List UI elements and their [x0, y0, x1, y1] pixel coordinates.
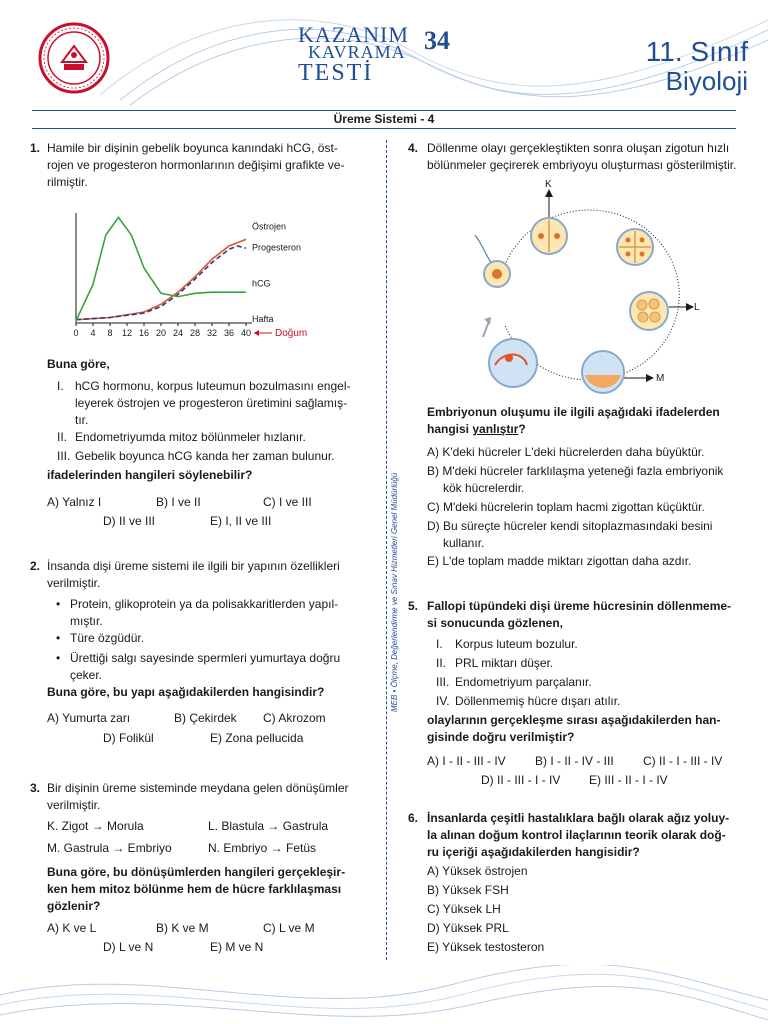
- chart-series-line-progesteron: [76, 246, 246, 320]
- q1-item-1-num: I.: [57, 379, 64, 393]
- q2-option-b[interactable]: B) Çekirdek: [174, 711, 237, 725]
- q3-transform-k: K. Zigot → Morula: [47, 819, 144, 833]
- chart-x-tick-label: 40: [240, 328, 252, 338]
- q4-stem: [427, 140, 757, 174]
- q5-option-b[interactable]: B) I - II - IV - III: [535, 754, 614, 768]
- q4-option-c[interactable]: C) M'deki hücrelerin toplam hacmi zigottan küçüktür.: [427, 500, 705, 514]
- q6-option-b[interactable]: B) Yüksek FSH: [427, 883, 509, 897]
- q1-option-d[interactable]: D) II ve III: [103, 514, 156, 528]
- zygote-cell: [484, 261, 510, 287]
- q1-item-1: [75, 378, 375, 429]
- q5-question-line-1: olaylarının gerçekleşme sırası aşağıdakilerden han-: [427, 713, 721, 727]
- q2-bullet-3: [70, 650, 370, 684]
- cell-stage-l: [630, 292, 694, 330]
- chart-annotation-label: Doğum: [275, 328, 308, 339]
- chart-x-tick-label: 36: [223, 328, 235, 338]
- q5-item-3: Endometriyum parçalanır.: [455, 675, 592, 689]
- diagram-label-l: L: [694, 302, 700, 313]
- q4-question-line-1: Embriyonun oluşumu ile ilgili aşağıdaki ifadelerden: [427, 405, 720, 419]
- chart-x-tick-label: 20: [155, 328, 167, 338]
- chart-x-tick-label: 16: [138, 328, 150, 338]
- q1-option-b[interactable]: B) I ve II: [156, 495, 201, 509]
- q3-number: 3.: [30, 781, 41, 795]
- q4-question-emphasis: yanlıştır: [472, 422, 519, 436]
- q1-item-1-line-2: leyerek östrojen ve progesteron üretimini sağlamış-: [75, 396, 348, 410]
- column-divider: [386, 140, 387, 960]
- q3-option-b[interactable]: B) K ve M: [156, 921, 209, 935]
- q5-option-a[interactable]: A) I - II - III - IV: [427, 754, 506, 768]
- q6-option-d[interactable]: D) Yüksek PRL: [427, 921, 509, 935]
- chart-x-tick-label: 24: [172, 328, 184, 338]
- q4-question-part-c: ?: [518, 422, 526, 436]
- q2-option-e[interactable]: E) Zona pellucida: [210, 731, 304, 745]
- q1-text-line-3: rilmiştir.: [47, 175, 88, 189]
- q3-transform-n: N. Embriyo → Fetüs: [208, 841, 317, 855]
- q6-text-line-1: İnsanlarda çeşitli hastalıklara bağlı olarak ağız yoluy-: [427, 811, 730, 825]
- q2-text-line-1: İnsanda dişi üreme sistemi ile ilgili bir yapının özellikleri: [47, 559, 340, 573]
- q2-bullet-3-dot: •: [56, 651, 61, 665]
- q5-option-c[interactable]: C) II - I - III - IV: [643, 754, 723, 768]
- sidebar-credit: MEB • Ölçme, Değerlendirme ve Sınav Hizmetleri Genel Müdürlüğü: [390, 472, 399, 712]
- chart-x-tick-label: 0: [73, 328, 79, 338]
- q5-question-line-2: gisinde doğru verilmiştir?: [427, 730, 575, 744]
- q2-bullet-3-line-1: Ürettiği salgı sayesinde spermleri yumurtaya doğru: [70, 651, 341, 665]
- q6-option-c[interactable]: C) Yüksek LH: [427, 902, 501, 916]
- q2-bullet-1: [70, 596, 370, 630]
- q5-item-1: Korpus luteum bozulur.: [455, 637, 578, 651]
- test-number: 34: [424, 26, 450, 55]
- q5-item-3-num: III.: [436, 675, 450, 689]
- q5-item-4-num: IV.: [436, 694, 450, 708]
- q3-transform-m: M. Gastrula → Embriyo: [47, 841, 172, 855]
- cell-stage-k: [531, 189, 567, 254]
- q2-option-a[interactable]: A) Yumurta zarı: [47, 711, 131, 725]
- chart-x-tick-label: 12: [121, 328, 133, 338]
- q4-option-b-line-1: B) M'deki hücreler farklılaşma yeteneği fazla embriyonik: [427, 464, 724, 478]
- chart-x-tick-label: 32: [206, 328, 218, 338]
- section-title: Üreme Sistemi - 4: [333, 112, 435, 126]
- section-rule-top: [32, 110, 736, 111]
- chart-x-tick-label: 8: [107, 328, 113, 338]
- q2-number: 2.: [30, 559, 41, 573]
- q1-text-line-1: Hamile bir dişinin gebelik boyunca kanındaki hCG, öst-: [47, 141, 338, 155]
- q6-option-a[interactable]: A) Yüksek östrojen: [427, 864, 528, 878]
- brand-line-2: KAVRAMA: [308, 42, 406, 62]
- cell-stage-m: [582, 351, 654, 393]
- q2-bullet-2-dot: •: [56, 631, 61, 645]
- q3-question-line-3: gözlenir?: [47, 899, 101, 913]
- q5-item-2: PRL miktarı düşer.: [455, 656, 554, 670]
- q3-text-line-2: verilmiştir.: [47, 798, 101, 812]
- q1-option-a[interactable]: A) Yalnız I: [47, 495, 102, 509]
- q2-bullet-1-line-1: Protein, glikoprotein ya da polisakkaritlerden yapıl-: [70, 597, 339, 611]
- q5-text-line-1: Fallopi tüpündeki dişi üreme hücresinin döllenmeme-: [427, 599, 732, 613]
- chart-x-tick-label: 28: [189, 328, 201, 338]
- q3-question: [47, 864, 372, 915]
- q4-option-b-line-2: kök hücrelerdir.: [443, 481, 525, 495]
- brand-line-1: KAZANIM: [298, 22, 409, 47]
- q5-option-d[interactable]: D) II - III - I - IV: [481, 773, 561, 787]
- q5-item-4: Döllenmemiş hücre dışarı atılır.: [455, 694, 621, 708]
- q5-question: [427, 712, 757, 746]
- q5-text-line-2: si sonucunda gözlenen,: [427, 616, 564, 630]
- q2-stem: [47, 558, 372, 592]
- q1-option-e[interactable]: E) I, II ve III: [210, 514, 272, 528]
- q2-bullet-3-line-2: çeker.: [70, 668, 103, 682]
- q4-option-b[interactable]: [427, 463, 757, 497]
- footer-decoration: [0, 965, 768, 1024]
- diagram-label-k: K: [545, 179, 552, 190]
- q4-option-a[interactable]: A) K'deki hücreler L'deki hücrelerden daha büyüktür.: [427, 445, 705, 459]
- brand-title: [298, 22, 458, 92]
- q3-text-line-1: Bir dişinin üreme sisteminde meydana gelen dönüşümler: [47, 781, 349, 795]
- q3-stem: [47, 780, 372, 814]
- q3-transform-l: L. Blastula → Gastrula: [208, 819, 329, 833]
- q4-text-line-2: bölünmeler geçirerek embriyoyu oluşturması gösterilmiştir.: [427, 158, 737, 172]
- q3-question-line-2: ken hem mitoz bölünme hem de hücre farklılaşması: [47, 882, 342, 896]
- q3-option-e[interactable]: E) M ve N: [210, 940, 264, 954]
- q3-option-d[interactable]: D) L ve N: [103, 940, 154, 954]
- chart-series-label: hCG: [252, 278, 271, 289]
- q2-bullet-1-line-2: mıştır.: [70, 614, 103, 628]
- q3-option-c[interactable]: C) L ve M: [263, 921, 315, 935]
- q4-option-d[interactable]: [427, 518, 757, 552]
- chart-series-label: Progesteron: [252, 242, 302, 253]
- q4-option-d-line-2: kullanır.: [443, 536, 485, 550]
- hormone-chart: [60, 205, 340, 345]
- q4-question: [427, 404, 757, 438]
- chart-series-line-hcg: [76, 217, 246, 320]
- brand-line-3: TESTİ: [298, 60, 374, 86]
- q1-item-2: Endometriyumda mitoz bölünmeler hızlanır.: [75, 430, 306, 444]
- q1-option-c[interactable]: C) I ve III: [263, 495, 312, 509]
- q2-bullet-2: Türe özgüdür.: [70, 631, 145, 645]
- q3-question-line-1: Buna göre, bu dönüşümlerden hangileri gerçekleşir-: [47, 865, 346, 879]
- q4-option-e[interactable]: E) L'de toplam madde miktarı zigottan daha azdır.: [427, 554, 692, 568]
- diagram-label-m: M: [656, 373, 665, 384]
- section-rule-bottom: [32, 128, 736, 129]
- q1-item-2-num: II.: [57, 430, 68, 444]
- q5-item-2-num: II.: [436, 656, 447, 670]
- embryo-development-diagram: [465, 175, 705, 400]
- q2-bullet-1-dot: •: [56, 597, 61, 611]
- chart-x-tick-label: 4: [90, 328, 96, 338]
- subject-label: Biyoloji: [665, 66, 748, 96]
- q2-option-d[interactable]: D) Folikül: [103, 731, 154, 745]
- q1-number: 1.: [30, 141, 41, 155]
- q4-question-line-2: [427, 421, 757, 438]
- meb-logo-seal: [38, 22, 110, 94]
- q2-option-c[interactable]: C) Akrozom: [263, 711, 326, 725]
- q6-stem: [427, 810, 757, 861]
- q6-option-e[interactable]: E) Yüksek testosteron: [427, 940, 545, 954]
- q1-item-3-num: III.: [57, 449, 71, 463]
- q1-text-line-2: rojen ve progesteron hormonlarının değişimi grafikte ve-: [47, 158, 345, 172]
- chart-x-axis-label: Hafta: [252, 314, 274, 324]
- q4-question-part-a: hangisi: [427, 422, 473, 436]
- q3-option-a[interactable]: A) K ve L: [47, 921, 97, 935]
- q5-number: 5.: [408, 599, 419, 613]
- q1-lead: Buna göre,: [47, 357, 110, 371]
- q1-stem: [47, 140, 372, 191]
- q1-item-1-line-3: tır.: [75, 413, 89, 427]
- q1-item-1-line-1: hCG hormonu, korpus luteumun bozulmasını engel-: [75, 379, 351, 393]
- q2-text-line-2: verilmiştir.: [47, 576, 101, 590]
- q2-question: Buna göre, bu yapı aşağıdakilerden hangisindir?: [47, 685, 325, 699]
- q1-item-3: Gebelik boyunca hCG kanda her zaman bulunur.: [75, 449, 335, 463]
- q6-number: 6.: [408, 811, 419, 825]
- grade-label: 11. Sınıf: [645, 36, 748, 67]
- chart-annotation-arrow-head: [254, 330, 259, 336]
- q5-option-e[interactable]: E) III - II - I - IV: [589, 773, 668, 787]
- q6-text-line-3: ru içeriği aşağıdakilerden hangisidir?: [427, 845, 640, 859]
- chart-series-label: Östrojen: [252, 221, 287, 232]
- q4-number: 4.: [408, 141, 419, 155]
- cell-stage-late-blastocyst: [489, 339, 537, 387]
- q6-text-line-2: la alınan doğum kontrol ilaçlarının teorik olarak doğ-: [427, 828, 726, 842]
- q5-item-1-num: I.: [436, 637, 443, 651]
- q1-question: ifadelerinden hangileri söylenebilir?: [47, 468, 253, 482]
- q4-text-line-1: Döllenme olayı gerçekleştikten sonra oluşan zigotun hızlı: [427, 141, 730, 155]
- q4-option-d-line-1: D) Bu süreçte hücreler kendi sitoplazmasındaki besini: [427, 519, 713, 533]
- q5-stem: [427, 598, 757, 632]
- cell-stage-four-cell: [617, 229, 653, 265]
